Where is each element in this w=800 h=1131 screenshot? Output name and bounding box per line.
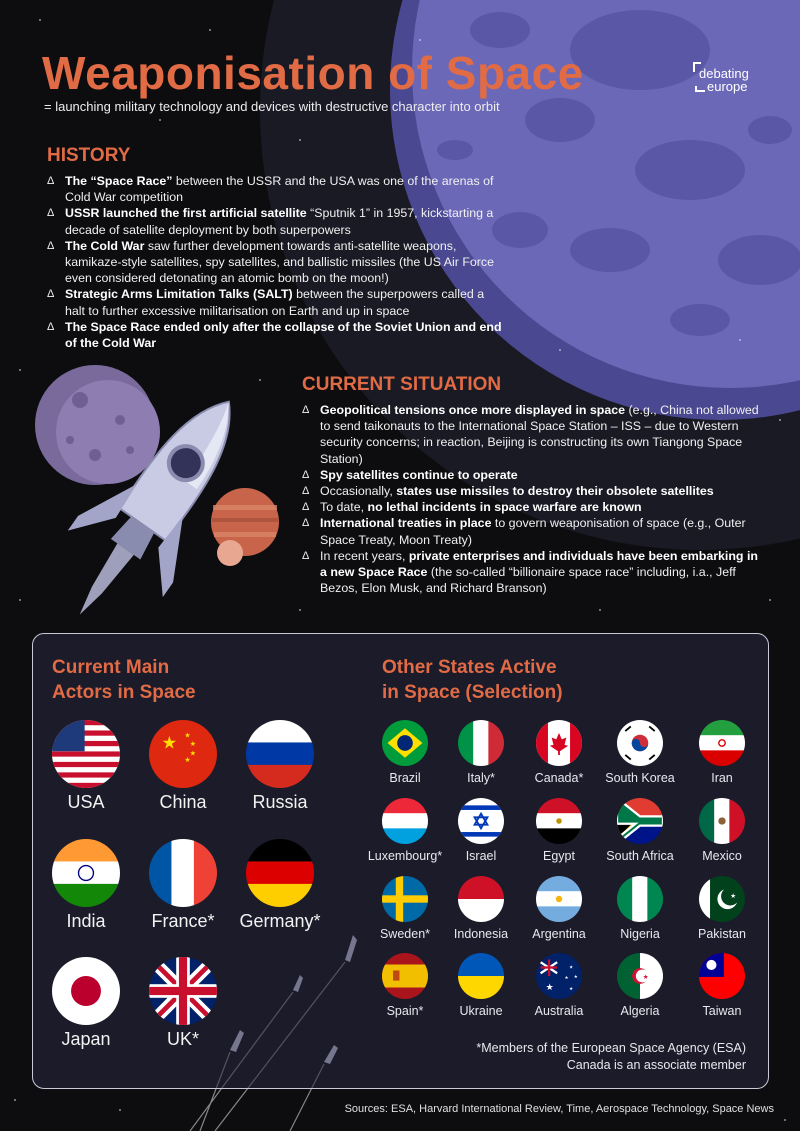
other-states-heading-line1: Other States Active (382, 657, 557, 678)
history-item-text: “Sputnik 1” in 1957, kickstarting a decade of satellite deployment by both superpowers (65, 206, 494, 237)
triangle-bullet-icon: Δ (47, 288, 55, 301)
triangle-bullet-icon: Δ (302, 517, 310, 530)
current-item (302, 515, 768, 547)
current-item-bold: International treaties in place (320, 516, 492, 531)
current-item-bold: Spy satellites continue to operate (320, 467, 518, 482)
svg-text:★: ★ (564, 974, 569, 980)
history-item-bold: Strategic Arms Limitation Talks (SALT) (65, 287, 293, 302)
history-item-text: between the superpowers called a halt to further excessive militarisation on Earth and up in space (65, 287, 485, 318)
esa-footnote-line1: *Members of the European Space Agency (ESA) (476, 1041, 746, 1055)
history-item (47, 319, 502, 351)
flag-israel-icon (458, 798, 504, 844)
main-actors-heading (52, 655, 196, 705)
other-state-label-iran: Iran (711, 771, 733, 785)
flag-sweden-icon (382, 876, 428, 922)
other-state-label-nigeria: Nigeria (620, 927, 660, 941)
current-item-bold: states use missiles to destroy their obsolete satellites (396, 484, 714, 499)
logo-text-line2: europe (707, 79, 748, 94)
main-actor-label-france: France* (151, 911, 215, 931)
other-state-label-taiwan: Taiwan (702, 1004, 742, 1018)
history-item (47, 173, 502, 205)
flag-spain-icon (382, 953, 428, 999)
flag-russia-icon (246, 720, 314, 788)
history-list (47, 173, 502, 351)
esa-footnote (476, 1040, 746, 1074)
flag-india-icon (52, 839, 120, 907)
history-item (47, 238, 502, 287)
other-state-label-south-korea: South Korea (605, 771, 675, 785)
other-state-label-spain: Spain* (386, 1004, 424, 1018)
main-actor-label-india: India (66, 911, 106, 931)
history-item-text: between the USSR and the USA was one of the arenas of Cold War competition (65, 174, 494, 205)
svg-text:★: ★ (189, 740, 196, 748)
triangle-bullet-icon: Δ (302, 468, 310, 481)
main-actor-label-russia: Russia (252, 792, 308, 812)
other-state-label-mexico: Mexico (702, 849, 742, 863)
svg-text:★: ★ (184, 757, 191, 765)
flag-iran-icon (699, 720, 745, 766)
triangle-bullet-icon: Δ (302, 485, 310, 498)
flag-luxembourg-icon (382, 798, 428, 844)
flag-canada-icon (536, 720, 582, 766)
svg-text:★: ★ (573, 973, 578, 979)
flag-algeria-icon (617, 953, 663, 999)
main-actor-label-germany: Germany* (239, 911, 321, 931)
flag-usa-icon (52, 720, 120, 788)
debating-europe-logo[interactable] (693, 60, 773, 94)
history-item-bold: The Space Race ended only after the collapse of the Soviet Union and end of the Cold War (65, 319, 502, 351)
history-item-bold: The Cold War (65, 238, 145, 253)
other-state-label-indonesia: Indonesia (453, 927, 509, 941)
current-item-bold: Geopolitical tensions once more displayed in space (320, 403, 626, 417)
flag-argentina-icon (536, 876, 582, 922)
svg-text:★: ★ (189, 750, 196, 758)
logo-text-line1: debating (699, 66, 749, 81)
flag-mexico-icon (699, 798, 745, 844)
current-item-pre: In recent years, (320, 548, 409, 563)
current-item-text: (e.g., China not allowed to send taikonauts to the International Space Station – ISS – due to Western security concerns; in reaction, Beijing is constructing its own Tiangong Space Station) (320, 403, 759, 466)
other-state-label-canada: Canada* (534, 771, 584, 785)
current-item (302, 483, 768, 499)
flag-australia-icon (536, 953, 582, 999)
main-actors-heading-line2: Actors in Space (52, 682, 196, 703)
other-state-label-pakistan: Pakistan (698, 927, 746, 941)
history-item-text: saw further development towards anti-satellite weapons, kamikaze-style satellites, spy satellites, and ballistic missiles (the US Air Force even considered detonating an atomic bomb on the moon!) (65, 238, 494, 286)
other-state-label-argentina: Argentina (532, 927, 586, 941)
main-actor-label-japan: Japan (61, 1029, 111, 1049)
flag-taiwan-icon (699, 953, 745, 999)
flag-pakistan-icon (699, 876, 745, 922)
flag-indonesia-icon (458, 876, 504, 922)
flag-ukraine-icon (458, 953, 504, 999)
flag-egypt-icon (536, 798, 582, 844)
svg-text:★: ★ (642, 973, 649, 981)
history-item (47, 286, 502, 318)
other-states-heading (382, 655, 563, 705)
triangle-bullet-icon: Δ (47, 175, 55, 187)
sources-line: Sources: ESA, Harvard International Review, Time, Aerospace Technology, Space News (344, 1103, 774, 1115)
other-state-label-israel: Israel (465, 849, 497, 863)
triangle-bullet-icon: Δ (47, 207, 55, 220)
history-heading: HISTORY (47, 145, 131, 166)
triangle-bullet-icon: Δ (47, 320, 55, 333)
triangle-bullet-icon: Δ (47, 239, 55, 252)
main-actor-label-uk: UK* (166, 1029, 199, 1049)
page-title: Weaponisation of Space (42, 47, 584, 99)
history-item-bold: USSR launched the first artificial satellite (65, 206, 307, 221)
flag-brazil-icon (382, 720, 428, 766)
other-state-label-brazil: Brazil (389, 771, 421, 785)
other-state-label-egypt: Egypt (543, 849, 575, 863)
triangle-bullet-icon: Δ (302, 404, 310, 416)
current-item-pre: Occasionally, (320, 484, 397, 499)
flag-china-icon (149, 720, 217, 788)
other-state-label-sweden: Sweden* (379, 927, 431, 941)
logo-bracket-bottom-icon (695, 86, 705, 92)
svg-text:★: ★ (730, 893, 737, 901)
current-item-bold: private enterprises and individuals have been embarking in a new Space Race (320, 548, 758, 580)
current-item (302, 548, 768, 597)
current-item-bold: no lethal incidents in space warfare are known (367, 500, 642, 515)
other-states-heading-line2: in Space (Selection) (382, 682, 563, 703)
other-state-label-australia: Australia (534, 1004, 584, 1018)
main-actor-label-china: China (159, 792, 207, 812)
current-item-text: to govern weaponisation of space (e.g., Outer Space Treaty, Moon Treaty) (320, 516, 746, 547)
other-state-label-ukraine: Ukraine (459, 1004, 503, 1018)
current-situation-list (302, 402, 768, 596)
svg-text:★: ★ (161, 732, 178, 753)
flag-japan-icon (52, 957, 120, 1025)
flag-south-korea-icon (617, 720, 663, 766)
svg-text:★: ★ (184, 732, 191, 740)
flag-nigeria-icon (617, 876, 663, 922)
main-actor-label-usa: USA (67, 792, 105, 812)
current-item (302, 499, 768, 515)
triangle-bullet-icon: Δ (302, 501, 310, 514)
other-state-label-algeria: Algeria (620, 1004, 660, 1018)
current-situation-heading: CURRENT SITUATION (302, 374, 502, 395)
flag-south-africa-icon (617, 798, 663, 844)
current-item (302, 467, 768, 483)
svg-text:★: ★ (545, 981, 554, 992)
page-subtitle: = launching military technology and devices with destructive character into orbit (44, 99, 500, 114)
esa-footnote-line2: Canada is an associate member (566, 1058, 746, 1072)
flag-italy-icon (458, 720, 504, 766)
svg-text:★: ★ (569, 985, 574, 991)
history-item-bold: The “Space Race” (65, 174, 173, 188)
current-item-text: (the so-called “billionaire space race” including, i.a., Jeff Bezos, Elon Musk, and Richard Branson) (320, 565, 736, 596)
current-item (302, 402, 768, 467)
current-item-pre: To date, (320, 500, 368, 515)
flag-france-icon (149, 839, 217, 907)
flag-germany-icon (246, 839, 314, 907)
flag-uk-icon (149, 957, 217, 1025)
other-state-label-luxembourg: Luxembourg* (367, 849, 443, 863)
other-state-label-italy: Italy* (467, 771, 495, 785)
other-state-label-south-africa: South Africa (606, 849, 674, 863)
main-actors-heading-line1: Current Main (52, 657, 170, 678)
history-item (47, 205, 502, 237)
svg-text:★: ★ (569, 964, 574, 970)
triangle-bullet-icon: Δ (302, 549, 310, 562)
